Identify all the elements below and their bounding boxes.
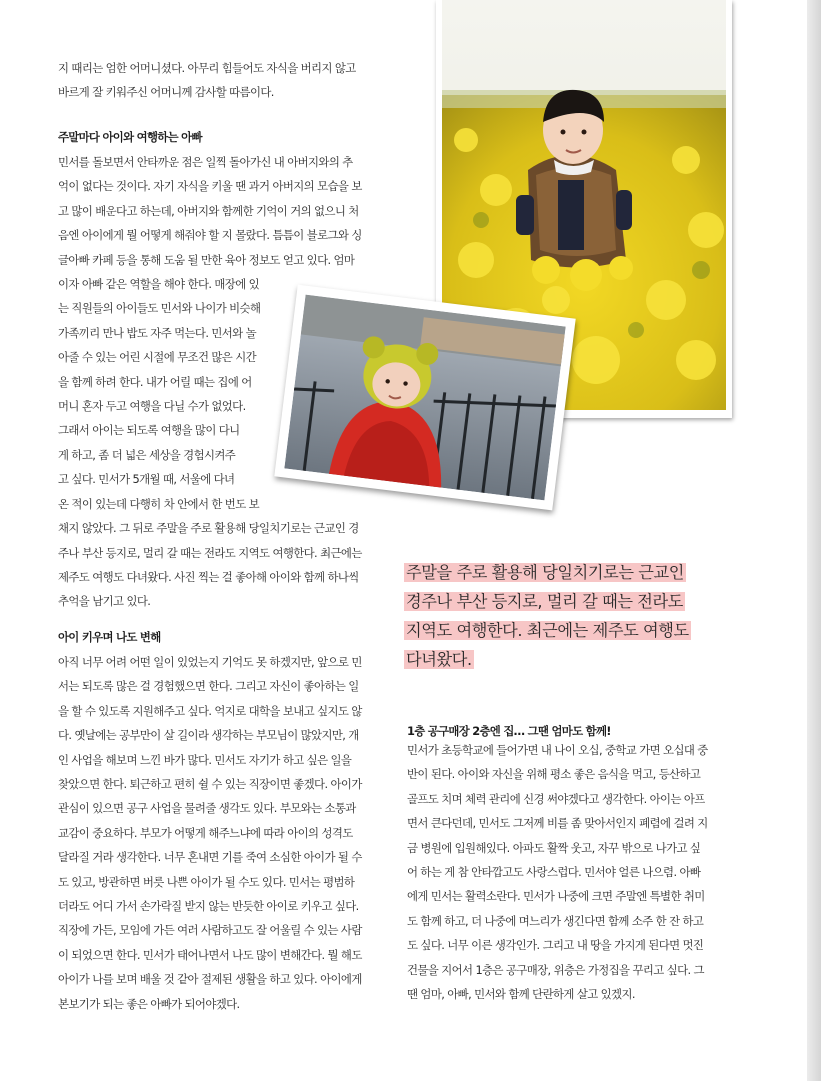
text-line: 온 적이 있는데 다행히 차 안에서 한 번도 보 <box>58 496 260 511</box>
photo-baby-red-jacket <box>274 285 575 511</box>
pull-quote-line: 지역도 여행한다. 최근에는 제주도 여행도 <box>406 621 689 640</box>
section-heading-shop-and-home: 1층 공구매장 2층엔 집… 그땐 엄마도 함께! <box>407 724 611 738</box>
intro-paragraph <box>58 56 356 105</box>
text-line: 아줄 수 있는 어린 시절에 무조건 많은 시간 <box>58 350 257 365</box>
text-line: 금 병원에 입원해있다. 아파도 활짝 웃고, 자꾸 밖으로 나가고 싶 <box>407 840 701 855</box>
section-heading-changing-myself: 아이 키우며 나도 변해 <box>58 630 161 644</box>
text-line: 민서가 초등학교에 들어가면 내 나이 오십, 중학교 가면 오십대 중 <box>407 743 708 757</box>
text-line: 이 되었으면 한다. 민서가 태어나면서 나도 많이 변해간다. 뭘 해도 <box>58 947 362 962</box>
text-line: 추억을 남기고 있다. <box>58 594 151 609</box>
section-heading-weekend-trips: 주말마다 아이와 여행하는 아빠 <box>58 130 202 144</box>
text-line: 교감이 중요하다. 부모가 어떻게 해주느냐에 따라 아이의 성격도 <box>58 825 353 840</box>
text-line: 면서 큰다던데, 민서도 그저께 비를 좀 맞아서인지 폐렴에 걸려 지 <box>407 816 708 831</box>
text-line: 주나 부산 등지로, 멀리 갈 때는 전라도 지역도 여행한다. 최근에는 <box>58 545 362 560</box>
text-line: 을 함께 하려 한다. 내가 어릴 때는 집에 어 <box>58 374 252 389</box>
text-line: 골프도 치며 체력 관리에 신경 써야겠다고 생각한다. 아이는 아프 <box>407 791 705 806</box>
text-line: 음엔 아이에게 뭘 어떻게 해줘야 할 지 몰랐다. 틈틈이 블로그와 싱 <box>58 228 362 243</box>
text-line: 아이가 나를 보며 배울 것 같아 절제된 생활을 하고 있다. 아이에게 <box>58 972 362 987</box>
page-edge-shadow <box>807 0 821 1081</box>
text-line: 관심이 있으면 공구 사업을 물려줄 생각도 있다. 부모와는 소통과 <box>58 801 356 816</box>
text-line: 도 있고, 방관하면 버릇 나쁜 아이가 될 수도 있다. 민서는 평범하 <box>58 874 355 889</box>
text-line: 다. 옛날에는 공부만이 살 길이라 생각하는 부모님이 많았지만, 개 <box>58 728 359 743</box>
text-line: 더라도 어디 가서 손가락질 받지 않는 반듯한 아이로 키우고 싶다. <box>58 899 359 914</box>
section2-paragraph <box>58 650 362 1016</box>
text-line: 반이 된다. 아이와 자신을 위해 평소 좋은 음식을 먹고, 등산하고 <box>407 767 701 782</box>
pull-quote-line: 경주나 부산 등지로, 멀리 갈 때는 전라도 <box>406 592 684 611</box>
pull-quote-line: 다녀왔다. <box>406 650 472 669</box>
text-line: 땐 엄마, 아빠, 민서와 함께 단란하게 살고 있겠지. <box>407 987 635 1002</box>
text-line: 억이 없다는 것이다. 자기 자식을 키울 땐 과거 아버지의 모습을 보 <box>58 179 362 194</box>
text-line: 글아빠 카페 등을 통해 도움 될 만한 육아 정보도 얻고 있다. 엄마 <box>58 252 355 267</box>
text-line: 서는 되도록 많은 걸 경험했으면 한다. 그리고 자신이 좋아하는 일 <box>58 679 359 694</box>
text-line: 제주도 여행도 다녀왔다. 사진 찍는 걸 좋아해 아이와 함께 하나씩 <box>58 569 359 584</box>
text-line: 가족끼리 만나 밥도 자주 먹는다. 민서와 놀 <box>58 325 257 340</box>
text-line: 도 싶다. 너무 이른 생각인가. 그리고 내 땅을 가지게 된다면 멋진 <box>407 938 704 953</box>
text-line: 지 때리는 엄한 어머니셨다. 아무리 힘들어도 자식을 버리지 않고 <box>58 61 356 75</box>
text-line: 에게 민서는 활력소란다. 민서가 나중에 크면 주말엔 특별한 취미 <box>407 889 705 904</box>
text-line: 바르게 잘 키워주신 어머니께 감사할 따름이다. <box>58 85 274 100</box>
text-line: 이자 아빠 같은 역할을 해야 한다. 매장에 있 <box>58 277 260 292</box>
text-line: 채지 않았다. 그 뒤로 주말을 주로 활용해 당일치기로는 근교인 경 <box>58 521 359 536</box>
baby-by-lake-illustration <box>284 295 565 501</box>
text-line: 을 할 수 있도록 지원해주고 싶다. 억지로 대학을 보내고 싶지도 않 <box>58 703 362 718</box>
pull-quote <box>404 558 734 674</box>
text-line: 아직 너무 어려 어떤 일이 있었는지 기억도 못 하겠지만, 앞으로 민 <box>58 655 362 669</box>
text-line: 고 싶다. 민서가 5개월 때, 서울에 다녀 <box>58 472 235 487</box>
text-line: 찾았으면 한다. 퇴근하고 편히 쉴 수 있는 직장이면 좋겠다. 아이가 <box>58 777 362 792</box>
text-line: 직장에 가든, 모임에 가든 여러 사람하고도 잘 어울릴 수 있는 사람 <box>58 923 362 938</box>
text-line: 건물을 지어서 1층은 공구매장, 위층은 가정집을 꾸리고 싶다. 그 <box>407 962 704 977</box>
text-line: 민서를 돌보면서 안타까운 점은 일찍 돌아가신 내 아버지와의 추 <box>58 155 353 169</box>
text-line: 도 함께 하고, 더 나중에 며느리가 생긴다면 함께 소주 한 잔 하고 <box>407 913 704 928</box>
section3-paragraph <box>407 738 708 1006</box>
text-line: 인 사업을 해보며 느낀 바가 많다. 민서도 자기가 하고 싶은 일을 <box>58 752 352 767</box>
pull-quote-line: 주말을 주로 활용해 당일치기로는 근교인 <box>406 563 685 582</box>
text-line: 고 많이 배운다고 하는데, 아버지와 함께한 기억이 거의 없으니 처 <box>58 203 359 218</box>
text-line: 어 하는 게 참 안타깝고도 사랑스럽다. 민서야 얼른 나으렴. 아빠 <box>407 865 701 880</box>
text-line: 는 직원들의 아이들도 민서와 나이가 비슷해 <box>58 301 261 316</box>
text-line: 달라질 거라 생각한다. 너무 혼내면 기를 죽여 소심한 아이가 될 수 <box>58 850 362 865</box>
text-line: 본보기가 되는 좋은 아빠가 되어야겠다. <box>58 996 240 1011</box>
text-line: 머니 혼자 두고 여행을 다닐 수가 없었다. <box>58 399 246 414</box>
text-line: 그래서 아이는 되도록 여행을 많이 다니 <box>58 423 240 438</box>
text-line: 게 하고, 좀 더 넓은 세상을 경험시켜주 <box>58 447 236 462</box>
